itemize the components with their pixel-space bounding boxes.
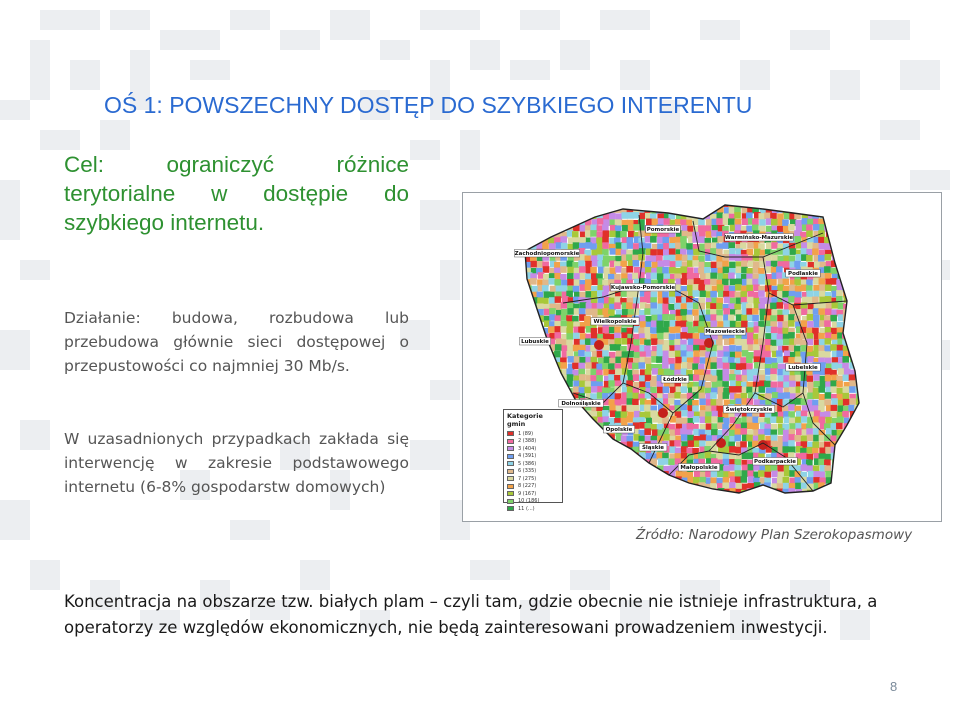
intervention-text: W uzasadnionych przypadkach zakłada się interwencję w zakresie podstawowego internetu (6-8% gospodarstw domowych) [64, 430, 409, 496]
action-text: Działanie: budowa, rozbudowa lub przebudowa głównie sieci dostępowej o przepustowości co najmniej 30 Mb/s. [64, 309, 409, 375]
legend-label: 7 (275) [518, 475, 537, 482]
legend-label: 11 (...) [518, 505, 535, 512]
legend-label: 9 (167) [518, 490, 537, 497]
region-label: Warmińsko-Mazurskie [724, 235, 794, 241]
region-label: Pomorskie [646, 227, 680, 233]
legend-swatch [507, 454, 514, 459]
region-label: Małopolskie [680, 465, 718, 471]
legend-item [507, 483, 559, 491]
legend-item [507, 438, 559, 446]
legend-label: 8 (227) [518, 483, 537, 490]
legend-title: Kategorie gmin [507, 412, 543, 428]
legend-swatch [507, 506, 514, 511]
legend-item [507, 490, 559, 498]
region-label: Świętokrzyskie [725, 407, 773, 413]
legend-label: 2 (388) [518, 438, 537, 445]
legend-label: 6 (335) [518, 468, 537, 475]
legend-label: 5 (386) [518, 460, 537, 467]
legend-item [507, 430, 559, 438]
legend-item [507, 498, 559, 506]
legend-swatch [507, 446, 514, 451]
legend-swatch [507, 476, 514, 481]
legend-label: 1 (89) [518, 430, 534, 437]
region-label: Łódzkie [663, 377, 687, 383]
region-label: Kujawsko-Pomorskie [610, 285, 676, 291]
legend-swatch [507, 439, 514, 444]
region-label: Lubuskie [521, 339, 549, 345]
conclusion-text: Koncentracja na obszarze tzw. białych plam – czyli tam, gdzie obecnie nie istnieje infrastruktura, a operatorzy ze względów ekonomicznych, nie będą zainteresowani prowadzeniem inwestycji. [64, 592, 878, 637]
region-label: Dolnośląskie [561, 401, 601, 407]
legend-item [507, 475, 559, 483]
legend-item [507, 453, 559, 461]
legend-label: 10 (186) [518, 498, 540, 505]
slide-title: OŚ 1: POWSZECHNY DOSTĘP DO SZYBKIEGO INTERENTU [104, 92, 753, 118]
region-label: Podkarpackie [753, 459, 797, 465]
legend-item [507, 468, 559, 476]
legend-item [507, 460, 559, 468]
poland-map-figure [462, 192, 942, 522]
region-label: Lubelskie [788, 365, 818, 371]
legend-item [507, 445, 559, 453]
legend-label: 4 (391) [518, 453, 537, 460]
legend-swatch [507, 469, 514, 474]
region-label: Wielkopolskie [593, 319, 637, 325]
goal-text: Cel: ograniczyć różnice terytorialne w dostępie do szybkiego internetu. [64, 152, 409, 235]
legend-item [507, 505, 559, 513]
legend-swatch [507, 461, 514, 466]
region-label: Podlaskie [788, 271, 818, 277]
legend-swatch [507, 499, 514, 504]
region-label: Zachodniopomorskie [514, 251, 580, 257]
region-label: Mazowieckie [705, 329, 745, 335]
legend-swatch [507, 491, 514, 496]
figure-source: Źródło: Narodowy Plan Szerokopasmowy [636, 527, 913, 543]
map-legend [503, 409, 563, 512]
legend-swatch [507, 431, 514, 436]
region-label: Opolskie [605, 427, 633, 433]
region-label: Śląskie [641, 445, 665, 451]
legend-label: 3 (404) [518, 445, 537, 452]
page-number: 8 [890, 679, 898, 694]
legend-swatch [507, 484, 514, 489]
